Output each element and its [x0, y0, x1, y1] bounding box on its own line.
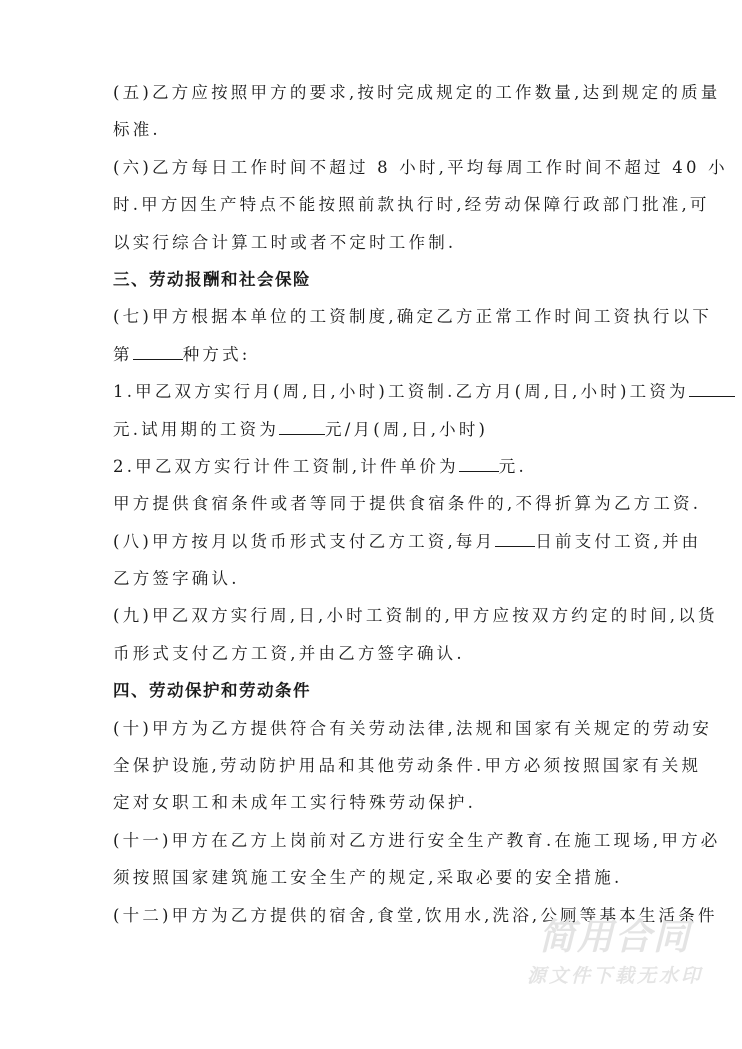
paragraph-line: 须按照国家建筑施工安全生产的规定,采取必要的安全措施. — [113, 868, 623, 888]
text-fragment: 元. — [498, 456, 527, 476]
paragraph-line: (十一)甲方在乙方上岗前对乙方进行安全生产教育.在施工现场,甲方必 — [113, 830, 721, 850]
fill-blank — [279, 418, 325, 435]
paragraph-line: 时.甲方因生产特点不能按照前款执行时,经劳动保障行政部门批准,可 — [113, 195, 710, 215]
paragraph-line: 全保护设施,劳动防护用品和其他劳动条件.甲方必须按照国家有关规 — [113, 756, 702, 776]
text-fragment: 种方式: — [182, 344, 251, 364]
fill-blank — [133, 343, 183, 360]
paragraph-line: (七)甲方根据本单位的工资制度,确定乙方正常工作时间工资执行以下 — [113, 307, 713, 327]
fill-blank — [459, 455, 499, 472]
text-fragment: (八)甲方按月以货币形式支付乙方工资,每月 — [113, 531, 496, 551]
fill-blank — [495, 530, 535, 547]
paragraph-line — [113, 448, 643, 485]
paragraph-line — [113, 373, 689, 410]
text-fragment: 元.试用期的工资为 — [113, 419, 280, 439]
paragraph-line: (十二)甲方为乙方提供的宿舍,食堂,饮用水,洗浴,公厕等基本生活条件 — [113, 905, 718, 925]
watermark-logo-text: 简用合同 — [538, 917, 691, 958]
paragraph-line: 标准. — [113, 120, 161, 140]
paragraph-line: (五)乙方应按照甲方的要求,按时完成规定的工作数量,达到规定的质量 — [113, 83, 721, 102]
paragraph-line: 甲方提供食宿条件或者等同于提供食宿条件的,不得折算为乙方工资. — [113, 494, 702, 514]
paragraph-line: (十)甲方为乙方提供符合有关劳动法律,法规和国家有关规定的劳动安 — [113, 718, 713, 738]
paragraph-line — [113, 523, 702, 560]
fill-blank — [689, 380, 735, 397]
section-heading-3: 三、劳动报酬和社会保险 — [113, 269, 311, 289]
text-fragment: 2.甲乙双方实行计件工资制,计件单价为 — [113, 456, 459, 476]
paragraph-line: (九)甲乙双方实行周,日,小时工资制的,甲方应按双方约定的时间,以货 — [113, 606, 718, 626]
text-fragment: 元/月(周,日,小时) — [325, 419, 489, 439]
text-fragment: 1.甲乙双方实行月(周,日,小时)工资制.乙方月(周,日,小时)工资为 — [113, 382, 689, 402]
paragraph-line — [113, 336, 643, 373]
paragraph-line: 币形式支付乙方工资,并由乙方签字确认. — [113, 643, 465, 663]
paragraph-line: 定对女职工和未成年工实行特殊劳动保护. — [113, 793, 477, 813]
paragraph-line: 乙方签字确认. — [113, 569, 240, 589]
document-page — [113, 74, 728, 934]
paragraph-line — [113, 411, 643, 448]
section-heading-4: 四、劳动保护和劳动条件 — [113, 681, 311, 701]
text-fragment: 第 — [113, 344, 133, 364]
text-fragment: 日前支付工资,并由 — [535, 531, 702, 551]
watermark-subtext: 源文件下载无水印 — [526, 965, 703, 987]
paragraph-line: 以实行综合计算工时或者不定时工作制. — [113, 232, 457, 252]
paragraph-line: (六)乙方每日工作时间不超过 8 小时,平均每周工作时间不超过 40 小 — [113, 157, 728, 177]
